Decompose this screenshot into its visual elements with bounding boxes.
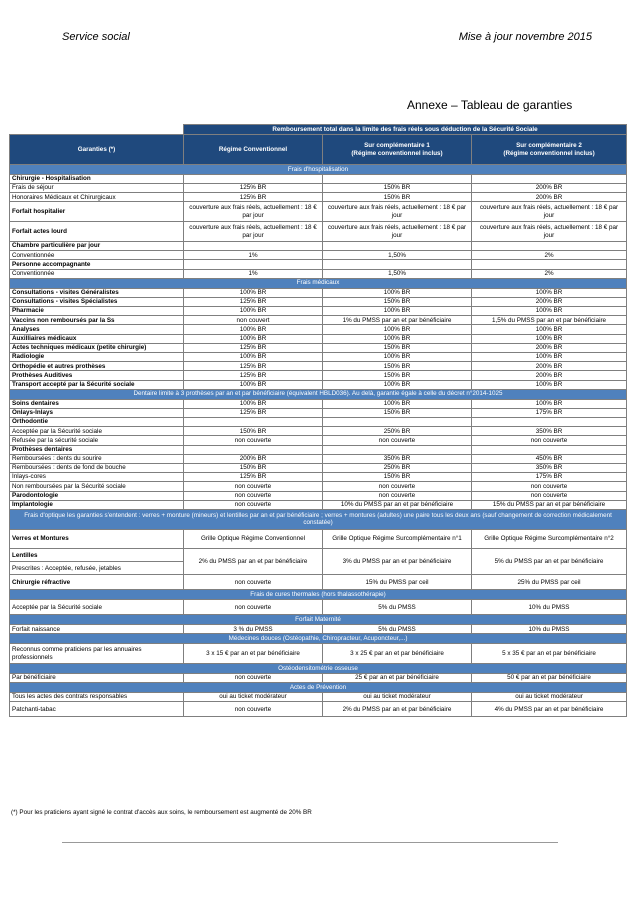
value-cell: 25 € par an et par bénéficiaire — [323, 674, 472, 683]
value-cell: 150% BR — [184, 463, 323, 472]
value-cell: 150% BR — [323, 343, 472, 352]
row-label: Reconnus comme praticiens par les annuaires professionnels — [10, 644, 184, 664]
table-row — [10, 436, 627, 445]
section-header-row — [10, 634, 627, 644]
section-header-row — [10, 165, 627, 175]
category-row — [10, 260, 627, 269]
section-header: Frais médicaux — [10, 278, 627, 288]
row-label: Remboursées : dents de fond de bouche — [10, 463, 184, 472]
row-label: Remboursées : dents du sourire — [10, 454, 184, 463]
value-cell: 2% du PMSS par an et par bénéficiaire — [323, 702, 472, 717]
section-header-row — [10, 615, 627, 625]
value-cell: 100% BR — [184, 288, 323, 297]
value-cell: 200% BR — [472, 193, 627, 202]
table-row — [10, 288, 627, 297]
value-cell: 125% BR — [184, 297, 323, 306]
value-cell: 200% BR — [472, 371, 627, 380]
value-cell: 125% BR — [184, 193, 323, 202]
row-sublabel: Prescrites : Acceptée, refusée, jetables — [10, 562, 184, 575]
value-cell: 1,50% — [323, 269, 472, 278]
value-cell: 100% BR — [184, 334, 323, 343]
value-cell: 3 x 15 € par an et par bénéficiaire — [184, 644, 323, 664]
row-label: Honoraires Médicaux et Chirurgicaux — [10, 193, 184, 202]
value-cell: 100% BR — [323, 325, 472, 334]
category-label: Prothèses dentaires — [10, 445, 184, 454]
col-header-garanties: Garanties (*) — [10, 135, 184, 165]
value-cell: non couvert — [184, 316, 323, 325]
table-row — [10, 380, 627, 389]
table-row — [10, 307, 627, 316]
row-label: Tous les actes des contrats responsables — [10, 693, 184, 702]
table-row — [10, 297, 627, 306]
value-cell: 150% BR — [323, 184, 472, 193]
col-header-sc2-line1: Sur complémentaire 2 — [516, 141, 582, 149]
value-cell: 125% BR — [184, 371, 323, 380]
row-label: Forfait naissance — [10, 625, 184, 634]
value-cell: 100% BR — [472, 353, 627, 362]
col-header-surcomplementaire-1 — [323, 135, 472, 165]
row-label: Non remboursées par la Sécurité sociale — [10, 482, 184, 491]
value-cell: couverture aux frais réels, actuellement : 18 € par jour — [184, 202, 323, 222]
value-cell: 3 % du PMSS — [184, 625, 323, 634]
row-label: Orthopédie et autres prothèses — [10, 362, 184, 371]
table-row — [10, 334, 627, 343]
row-label: Acceptée par la Sécurité sociale — [10, 427, 184, 436]
value-cell: 10% du PMSS — [472, 600, 627, 615]
value-cell: 10% du PMSS — [472, 625, 627, 634]
empty-cell — [472, 242, 627, 251]
value-cell: non couverte — [323, 482, 472, 491]
row-label: Onlays-Inlays — [10, 408, 184, 417]
category-label: Chambre particulière par jour — [10, 242, 184, 251]
value-cell: 100% BR — [323, 307, 472, 316]
value-cell: 4% du PMSS par an et par bénéficiaire — [472, 702, 627, 717]
row-label: Pharmacie — [10, 307, 184, 316]
value-cell: 150% BR — [323, 193, 472, 202]
empty-cell — [184, 445, 323, 454]
table-row — [10, 600, 627, 615]
empty-cell — [184, 174, 323, 183]
value-cell: couverture aux frais réels, actuellement : 18 € par jour — [323, 202, 472, 222]
garanties-table — [9, 124, 627, 717]
table-row — [10, 222, 627, 242]
empty-cell — [472, 174, 627, 183]
table-row — [10, 491, 627, 500]
category-row — [10, 445, 627, 454]
row-label: Parodontologie — [10, 491, 184, 500]
value-cell: 2% — [472, 269, 627, 278]
value-cell: 175% BR — [472, 473, 627, 482]
section-header: Ostéodensitométrie osseuse — [10, 664, 627, 674]
value-cell: 5 x 35 € par an et par bénéficiaire — [472, 644, 627, 664]
table-row — [10, 427, 627, 436]
section-header-row — [10, 389, 627, 399]
value-cell: couverture aux frais réels, actuellement : 18 € par jour — [472, 222, 627, 242]
section-header: Frais d'optique les garanties s'entendent : verres + monture (mineurs) et lentilles par an et par bénéficiaire ; verres + montures (adultes) une paire tous les deux ans (sauf changement de correction médicalement constatée) — [10, 509, 627, 529]
value-cell: non couverte — [472, 482, 627, 491]
table-row — [10, 674, 627, 683]
value-cell: 100% BR — [472, 288, 627, 297]
header-blank-cell — [10, 125, 184, 135]
value-cell: non couverte — [184, 702, 323, 717]
row-label: Patchanti-tabac — [10, 702, 184, 717]
value-cell: non couverte — [323, 491, 472, 500]
value-cell: 250% BR — [323, 427, 472, 436]
value-cell: 150% BR — [323, 408, 472, 417]
row-label: Auxilliaires médicaux — [10, 334, 184, 343]
value-cell: 150% BR — [184, 427, 323, 436]
value-cell: 1% — [184, 269, 323, 278]
row-label: Consultations - visites Généralistes — [10, 288, 184, 297]
value-cell: couverture aux frais réels, actuellement : 18 € par jour — [184, 222, 323, 242]
row-label: Vaccins non remboursés par la Ss — [10, 316, 184, 325]
row-label: Inlays-cores — [10, 473, 184, 482]
value-cell: 350% BR — [472, 463, 627, 472]
row-label: Analyses — [10, 325, 184, 334]
section-header: Frais d'hospitalisation — [10, 165, 627, 175]
table-row — [10, 269, 627, 278]
value-cell: couverture aux frais réels, actuellement : 18 € par jour — [472, 202, 627, 222]
section-header-row — [10, 590, 627, 600]
value-cell: 200% BR — [472, 343, 627, 352]
value-cell: non couverte — [184, 482, 323, 491]
empty-cell — [323, 445, 472, 454]
value-cell: non couverte — [472, 491, 627, 500]
value-cell: 150% BR — [323, 297, 472, 306]
empty-cell — [323, 174, 472, 183]
value-cell: 5% du PMSS — [323, 600, 472, 615]
value-cell: non couverte — [184, 600, 323, 615]
row-label: Frais de séjour — [10, 184, 184, 193]
value-cell: non couverte — [184, 674, 323, 683]
table-row — [10, 693, 627, 702]
value-cell: oui au ticket modérateur — [472, 693, 627, 702]
value-cell: non couverte — [184, 500, 323, 509]
empty-cell — [323, 260, 472, 269]
section-header: Médecines douces (Ostéopathie, Chiropracteur, Acuponcteur,...) — [10, 634, 627, 644]
value-cell: 350% BR — [472, 427, 627, 436]
table-row — [10, 463, 627, 472]
table-row — [10, 251, 627, 260]
empty-cell — [184, 260, 323, 269]
col-header-regime: Régime Conventionnel — [184, 135, 323, 165]
row-label: Soins dentaires — [10, 399, 184, 408]
empty-cell — [472, 445, 627, 454]
table-row — [10, 408, 627, 417]
header-left-text: Service social — [62, 31, 130, 43]
value-cell: 1% — [184, 251, 323, 260]
section-header-row — [10, 683, 627, 693]
value-cell: 25% du PMSS par ceil — [472, 575, 627, 590]
row-label: Forfait hospitalier — [10, 202, 184, 222]
category-row — [10, 174, 627, 183]
value-cell: 100% BR — [323, 380, 472, 389]
value-cell: 175% BR — [472, 408, 627, 417]
value-cell: 1,50% — [323, 251, 472, 260]
value-cell: Grille Optique Régime Surcomplémentaire n°1 — [323, 529, 472, 549]
row-label: Acceptée par la Sécurité sociale — [10, 600, 184, 615]
value-cell: 125% BR — [184, 184, 323, 193]
value-cell: 250% BR — [323, 463, 472, 472]
value-cell: 100% BR — [323, 334, 472, 343]
value-cell: 100% BR — [472, 399, 627, 408]
table-row — [10, 454, 627, 463]
table-row — [10, 549, 627, 562]
value-cell: 200% BR — [472, 184, 627, 193]
table-row — [10, 184, 627, 193]
col-header-sc1-line2: (Régime conventionnel inclus) — [351, 149, 443, 157]
value-cell: 10% du PMSS par an et par bénéficiaire — [323, 500, 472, 509]
value-cell: 100% BR — [323, 288, 472, 297]
value-cell: 125% BR — [184, 343, 323, 352]
table-row — [10, 325, 627, 334]
row-label: Transport accepté par la Sécurité sociale — [10, 380, 184, 389]
section-header-row — [10, 509, 627, 529]
value-cell: 2% — [472, 251, 627, 260]
value-cell: 200% BR — [472, 362, 627, 371]
row-label: Lentilles — [10, 549, 184, 562]
value-cell: non couverte — [184, 436, 323, 445]
value-cell: 100% BR — [323, 353, 472, 362]
row-label: Verres et Montures — [10, 529, 184, 549]
value-cell: 100% BR — [323, 399, 472, 408]
col-header-sc2-line2: (Régime conventionnel inclus) — [503, 149, 595, 157]
value-cell: oui au ticket modérateur — [323, 693, 472, 702]
value-cell: 125% BR — [184, 473, 323, 482]
table-row — [10, 362, 627, 371]
value-cell: non couverte — [184, 491, 323, 500]
empty-cell — [323, 242, 472, 251]
bottom-divider — [62, 842, 558, 843]
value-cell: non couverte — [184, 575, 323, 590]
value-cell: 450% BR — [472, 454, 627, 463]
row-label: Actes techniques médicaux (petite chirurgie) — [10, 343, 184, 352]
section-header-row — [10, 664, 627, 674]
value-cell: 2% du PMSS par an et par bénéficiaire — [184, 549, 323, 575]
table-top-header: Remboursement total dans la limite des frais réels sous déduction de la Sécurité Sociale — [184, 125, 627, 135]
category-label: Orthodontie — [10, 418, 184, 427]
section-header: Frais de cures thermales (hors thalassothérapie) — [10, 590, 627, 600]
table-row — [10, 473, 627, 482]
value-cell: 100% BR — [472, 325, 627, 334]
value-cell: 200% BR — [184, 454, 323, 463]
category-row — [10, 418, 627, 427]
section-header-row — [10, 278, 627, 288]
value-cell: 3% du PMSS par an et par bénéficiaire — [323, 549, 472, 575]
row-label: Conventionnée — [10, 269, 184, 278]
value-cell: 100% BR — [184, 380, 323, 389]
value-cell: 100% BR — [472, 334, 627, 343]
row-label: Radiologie — [10, 353, 184, 362]
value-cell: 5% du PMSS — [323, 625, 472, 634]
category-row — [10, 242, 627, 251]
row-label: Par bénéficiaire — [10, 674, 184, 683]
value-cell: 1% du PMSS par an et par bénéficiaire — [323, 316, 472, 325]
value-cell: 100% BR — [184, 353, 323, 362]
annexe-title: Annexe – Tableau de garanties — [407, 98, 573, 112]
category-label: Chirurgie - Hospitalisation — [10, 174, 184, 183]
value-cell: Grille Optique Régime Conventionnel — [184, 529, 323, 549]
row-label: Consultations - visites Spécialistes — [10, 297, 184, 306]
empty-cell — [323, 418, 472, 427]
col-header-sc1-line1: Sur complémentaire 1 — [364, 141, 430, 149]
empty-cell — [184, 242, 323, 251]
value-cell: 150% BR — [323, 473, 472, 482]
value-cell: 150% BR — [323, 362, 472, 371]
table-row — [10, 316, 627, 325]
table-row — [10, 202, 627, 222]
table-row — [10, 575, 627, 590]
value-cell: Grille Optique Régime Surcomplémentaire n°2 — [472, 529, 627, 549]
table-row — [10, 529, 627, 549]
value-cell: oui au ticket modérateur — [184, 693, 323, 702]
value-cell: 100% BR — [184, 325, 323, 334]
value-cell: 5% du PMSS par an et par bénéficiaire — [472, 549, 627, 575]
table-row — [10, 193, 627, 202]
row-label: Prothèses Auditives — [10, 371, 184, 380]
section-header: Dentaire limite à 3 prothèses par an et par bénéficiaire (équivalent HBLD036). Au delà, garantie égale à celle du décret n°2014-1025 — [10, 389, 627, 399]
value-cell: 50 € par an et par bénéficiaire — [472, 674, 627, 683]
row-label: Forfait actes lourd — [10, 222, 184, 242]
col-header-surcomplementaire-2 — [472, 135, 627, 165]
table-row — [10, 353, 627, 362]
table-row — [10, 644, 627, 664]
value-cell: 200% BR — [472, 297, 627, 306]
table-row — [10, 702, 627, 717]
table-row — [10, 500, 627, 509]
table-row — [10, 482, 627, 491]
row-label: Conventionnée — [10, 251, 184, 260]
row-label: Chirurgie réfractive — [10, 575, 184, 590]
value-cell: 15% du PMSS par an et par bénéficiaire — [472, 500, 627, 509]
value-cell: 15% du PMSS par ceil — [323, 575, 472, 590]
value-cell: 100% BR — [472, 380, 627, 389]
value-cell: 1,5% du PMSS par an et par bénéficiaire — [472, 316, 627, 325]
value-cell: 3 x 25 € par an et par bénéficiaire — [323, 644, 472, 664]
section-header: Actes de Prévention — [10, 683, 627, 693]
empty-cell — [472, 260, 627, 269]
row-label: Refusée par la sécurité sociale — [10, 436, 184, 445]
header-right-text: Mise à jour novembre 2015 — [458, 31, 592, 43]
section-header: Forfait Maternité — [10, 615, 627, 625]
table-row — [10, 625, 627, 634]
table-row — [10, 343, 627, 352]
value-cell: 150% BR — [323, 371, 472, 380]
value-cell: couverture aux frais réels, actuellement : 18 € par jour — [323, 222, 472, 242]
value-cell: 125% BR — [184, 362, 323, 371]
value-cell: 100% BR — [472, 307, 627, 316]
value-cell: non couverte — [323, 436, 472, 445]
value-cell: 125% BR — [184, 408, 323, 417]
row-label: Implantologie — [10, 500, 184, 509]
category-label: Personne accompagnante — [10, 260, 184, 269]
footnote: (*) Pour les praticiens ayant signé le contrat d'accès aux soins, le remboursement est augmenté de 20% BR — [11, 809, 312, 816]
table-row — [10, 399, 627, 408]
table-row — [10, 371, 627, 380]
empty-cell — [472, 418, 627, 427]
empty-cell — [184, 418, 323, 427]
value-cell: 100% BR — [184, 399, 323, 408]
value-cell: non couverte — [472, 436, 627, 445]
value-cell: 350% BR — [323, 454, 472, 463]
value-cell: 100% BR — [184, 307, 323, 316]
